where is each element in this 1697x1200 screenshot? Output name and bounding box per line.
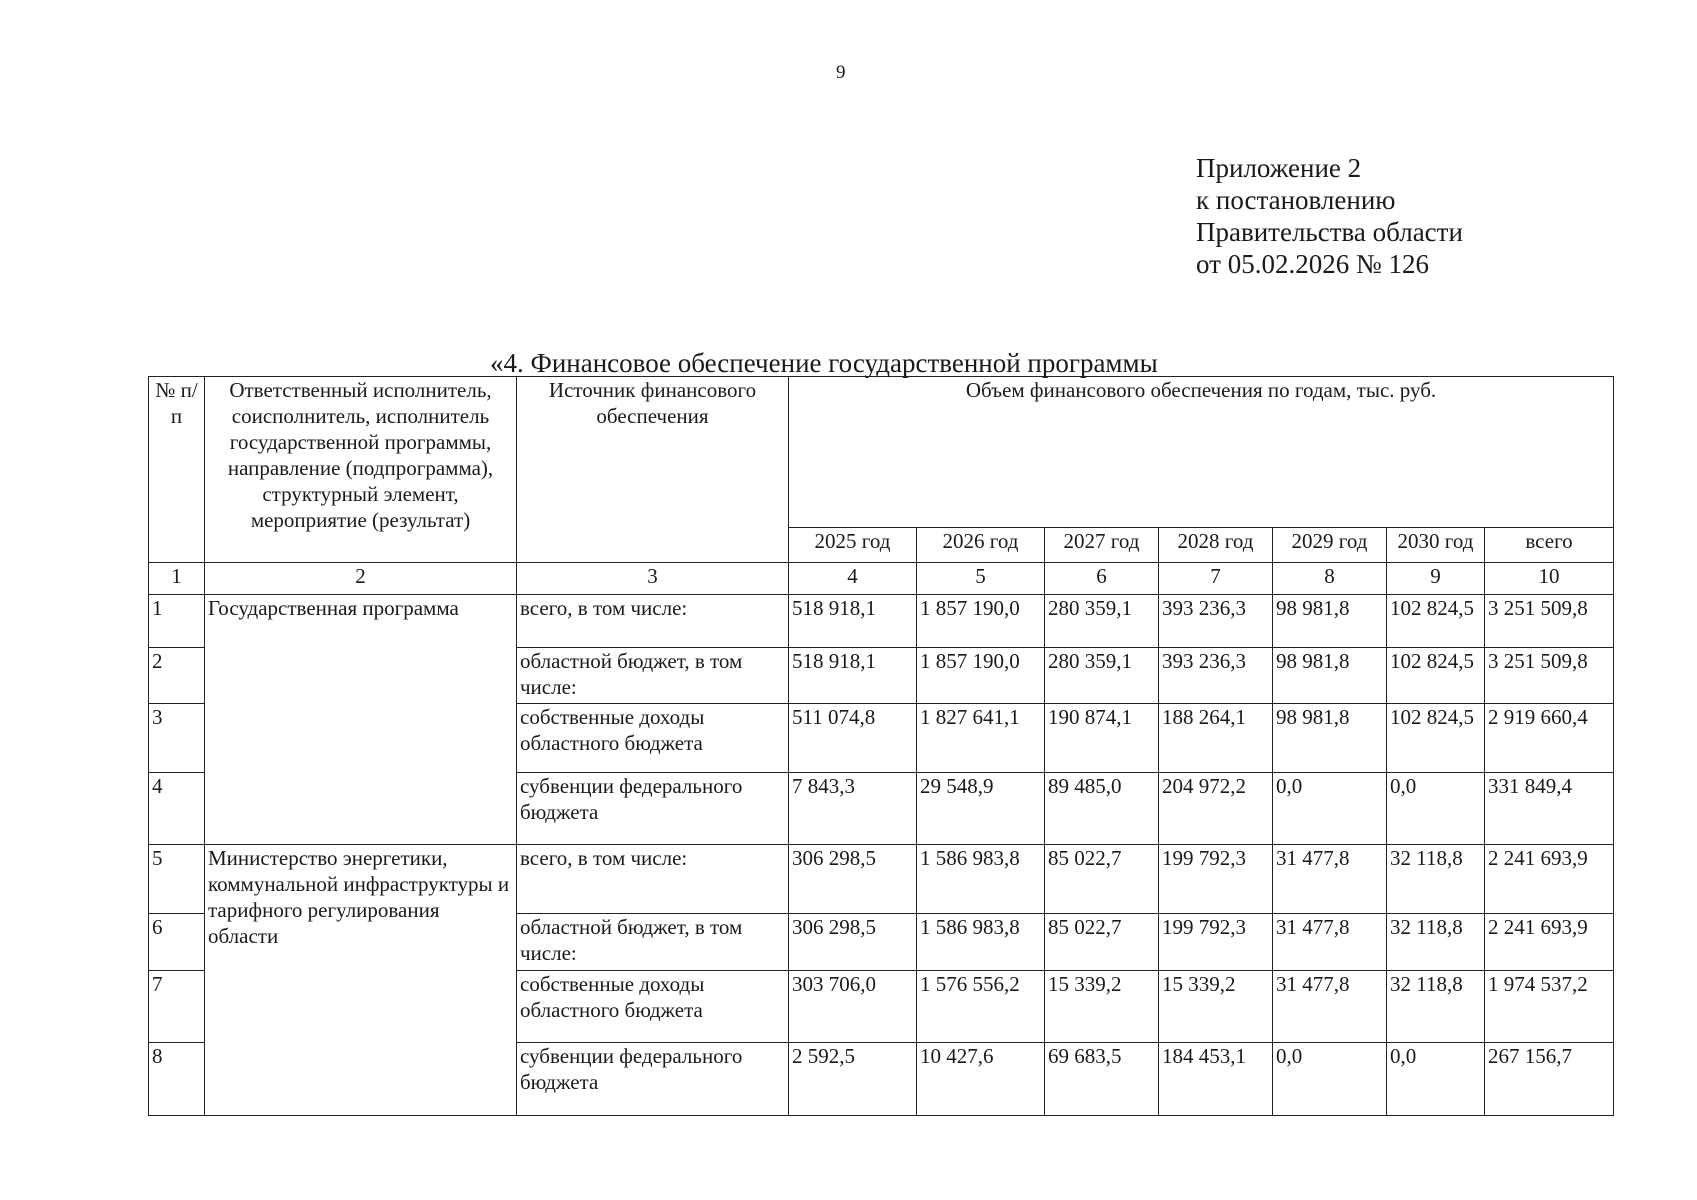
cell-value: 15 339,2 bbox=[1159, 970, 1273, 1043]
financing-table bbox=[148, 376, 1614, 1116]
section-title: «4. Финансовое обеспечение государственной программы bbox=[490, 348, 1158, 378]
cell-value: 331 849,4 bbox=[1485, 772, 1614, 845]
group-name: Государственная программа bbox=[205, 595, 517, 845]
header-num: № п/п bbox=[149, 377, 205, 563]
cell-value: 15 339,2 bbox=[1045, 970, 1159, 1043]
group-name: Министерство энергетики, коммунальной инфраструктуры и тарифного регулирования области bbox=[205, 845, 517, 1116]
cell-value: 393 236,3 bbox=[1159, 595, 1273, 647]
cell-value: 2 919 660,4 bbox=[1485, 704, 1614, 773]
appendix-line-4: от 05.02.2026 № 126 bbox=[1196, 249, 1429, 279]
row-number: 7 bbox=[149, 970, 205, 1043]
row-number: 6 bbox=[149, 914, 205, 971]
cell-value: 0,0 bbox=[1273, 772, 1387, 845]
header-executor: Ответственный исполнитель, соисполнитель, исполнитель государственной программы, направление (подпрограмма), структурный элемент, мероприятие (результат) bbox=[205, 377, 517, 563]
cell-value: 518 918,1 bbox=[789, 595, 917, 647]
page-number: 9 bbox=[836, 62, 846, 83]
cell-value: 518 918,1 bbox=[789, 647, 917, 704]
cell-value: 0,0 bbox=[1387, 1043, 1485, 1116]
cell-value: 184 453,1 bbox=[1159, 1043, 1273, 1116]
col-number: 8 bbox=[1273, 562, 1387, 594]
col-number: 4 bbox=[789, 562, 917, 594]
cell-value: 31 477,8 bbox=[1273, 970, 1387, 1043]
cell-value: 306 298,5 bbox=[789, 914, 917, 971]
header-year: 2026 год bbox=[917, 528, 1045, 562]
appendix-line-3: Правительства области bbox=[1196, 217, 1463, 247]
cell-value: 3 251 509,8 bbox=[1485, 647, 1614, 704]
row-number: 3 bbox=[149, 704, 205, 773]
cell-value: 32 118,8 bbox=[1387, 914, 1485, 971]
cell-value: 393 236,3 bbox=[1159, 647, 1273, 704]
cell-value: 188 264,1 bbox=[1159, 704, 1273, 773]
cell-value: 0,0 bbox=[1273, 1043, 1387, 1116]
cell-value: 31 477,8 bbox=[1273, 845, 1387, 914]
row-number: 2 bbox=[149, 647, 205, 704]
cell-value: 31 477,8 bbox=[1273, 914, 1387, 971]
cell-value: 1 576 556,2 bbox=[917, 970, 1045, 1043]
appendix-line-2: к постановлению bbox=[1196, 185, 1396, 215]
col-number: 6 bbox=[1045, 562, 1159, 594]
cell-value: 199 792,3 bbox=[1159, 914, 1273, 971]
cell-value: 204 972,2 bbox=[1159, 772, 1273, 845]
header-year: 2025 год bbox=[789, 528, 917, 562]
cell-value: 2 241 693,9 bbox=[1485, 845, 1614, 914]
row-source: областной бюджет, в том числе: bbox=[517, 647, 789, 704]
col-number: 10 bbox=[1485, 562, 1614, 594]
appendix-block bbox=[1196, 152, 1463, 280]
cell-value: 85 022,7 bbox=[1045, 845, 1159, 914]
cell-value: 1 974 537,2 bbox=[1485, 970, 1614, 1043]
col-number: 9 bbox=[1387, 562, 1485, 594]
header-year: 2029 год bbox=[1273, 528, 1387, 562]
cell-value: 1 586 983,8 bbox=[917, 845, 1045, 914]
cell-value: 85 022,7 bbox=[1045, 914, 1159, 971]
row-number: 8 bbox=[149, 1043, 205, 1116]
cell-value: 98 981,8 bbox=[1273, 647, 1387, 704]
col-number: 1 bbox=[149, 562, 205, 594]
cell-value: 303 706,0 bbox=[789, 970, 917, 1043]
cell-value: 1 857 190,0 bbox=[917, 647, 1045, 704]
cell-value: 7 843,3 bbox=[789, 772, 917, 845]
header-source: Источник финансового обеспечения bbox=[517, 377, 789, 563]
cell-value: 280 359,1 bbox=[1045, 595, 1159, 647]
cell-value: 280 359,1 bbox=[1045, 647, 1159, 704]
row-source: субвенции федерального бюджета bbox=[517, 1043, 789, 1116]
cell-value: 102 824,5 bbox=[1387, 595, 1485, 647]
cell-value: 10 427,6 bbox=[917, 1043, 1045, 1116]
row-source: областной бюджет, в том числе: bbox=[517, 914, 789, 971]
col-number: 7 bbox=[1159, 562, 1273, 594]
header-volume: Объем финансового обеспечения по годам, тыс. руб. bbox=[789, 377, 1614, 528]
header-total: всего bbox=[1485, 528, 1614, 562]
table-row bbox=[149, 595, 1614, 647]
cell-value: 102 824,5 bbox=[1387, 704, 1485, 773]
row-source: всего, в том числе: bbox=[517, 845, 789, 914]
row-number: 4 bbox=[149, 772, 205, 845]
cell-value: 199 792,3 bbox=[1159, 845, 1273, 914]
cell-value: 511 074,8 bbox=[789, 704, 917, 773]
cell-value: 0,0 bbox=[1387, 772, 1485, 845]
cell-value: 1 586 983,8 bbox=[917, 914, 1045, 971]
cell-value: 89 485,0 bbox=[1045, 772, 1159, 845]
cell-value: 1 827 641,1 bbox=[917, 704, 1045, 773]
header-year: 2028 год bbox=[1159, 528, 1273, 562]
cell-value: 32 118,8 bbox=[1387, 970, 1485, 1043]
cell-value: 98 981,8 bbox=[1273, 704, 1387, 773]
row-source: субвенции федерального бюджета bbox=[517, 772, 789, 845]
cell-value: 2 592,5 bbox=[789, 1043, 917, 1116]
header-year: 2030 год bbox=[1387, 528, 1485, 562]
cell-value: 190 874,1 bbox=[1045, 704, 1159, 773]
col-number: 3 bbox=[517, 562, 789, 594]
header-year: 2027 год bbox=[1045, 528, 1159, 562]
row-number: 5 bbox=[149, 845, 205, 914]
cell-value: 2 241 693,9 bbox=[1485, 914, 1614, 971]
cell-value: 98 981,8 bbox=[1273, 595, 1387, 647]
appendix-line-1: Приложение 2 bbox=[1196, 153, 1362, 183]
cell-value: 267 156,7 bbox=[1485, 1043, 1614, 1116]
row-source: всего, в том числе: bbox=[517, 595, 789, 647]
cell-value: 3 251 509,8 bbox=[1485, 595, 1614, 647]
cell-value: 1 857 190,0 bbox=[917, 595, 1045, 647]
table-row bbox=[149, 845, 1614, 914]
row-source: собственные доходы областного бюджета bbox=[517, 970, 789, 1043]
cell-value: 69 683,5 bbox=[1045, 1043, 1159, 1116]
cell-value: 29 548,9 bbox=[917, 772, 1045, 845]
cell-value: 102 824,5 bbox=[1387, 647, 1485, 704]
col-number: 2 bbox=[205, 562, 517, 594]
cell-value: 32 118,8 bbox=[1387, 845, 1485, 914]
row-source: собственные доходы областного бюджета bbox=[517, 704, 789, 773]
col-number: 5 bbox=[917, 562, 1045, 594]
row-number: 1 bbox=[149, 595, 205, 647]
cell-value: 306 298,5 bbox=[789, 845, 917, 914]
